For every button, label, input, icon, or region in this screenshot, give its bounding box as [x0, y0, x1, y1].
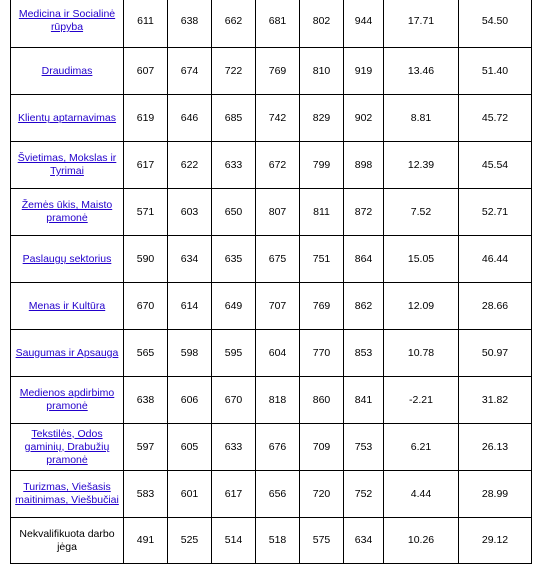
- change-cell: 13.46: [384, 48, 459, 95]
- value-cell: 656: [256, 471, 300, 518]
- value-cell: 514: [212, 518, 256, 564]
- share-cell: 54.50: [459, 0, 532, 48]
- change-cell: -2.21: [384, 377, 459, 424]
- value-cell: 633: [212, 424, 256, 471]
- value-cell: 860: [300, 377, 344, 424]
- table-body: [11, 0, 532, 564]
- sector-link[interactable]: Paslaugų sektorius: [22, 252, 112, 265]
- value-cell: 722: [212, 48, 256, 95]
- change-cell: 15.05: [384, 236, 459, 283]
- value-cell: 872: [344, 189, 384, 236]
- value-cell: 649: [212, 283, 256, 330]
- value-cell: 752: [344, 471, 384, 518]
- value-cell: 597: [124, 424, 168, 471]
- value-cell: 662: [212, 0, 256, 48]
- value-cell: 753: [344, 424, 384, 471]
- value-cell: 638: [168, 0, 212, 48]
- share-cell: 52.71: [459, 189, 532, 236]
- share-cell: 45.72: [459, 95, 532, 142]
- share-cell: 26.13: [459, 424, 532, 471]
- change-cell: 17.71: [384, 0, 459, 48]
- value-cell: 617: [124, 142, 168, 189]
- value-cell: 769: [256, 48, 300, 95]
- value-cell: 571: [124, 189, 168, 236]
- value-cell: 709: [300, 424, 344, 471]
- value-cell: 622: [168, 142, 212, 189]
- share-cell: 28.99: [459, 471, 532, 518]
- sector-label: Nekvalifikuota darbo jėga: [19, 527, 115, 553]
- value-cell: 607: [124, 48, 168, 95]
- sector-link[interactable]: Medicina ir Socialinė rūpyba: [18, 8, 116, 33]
- table-row: [11, 48, 532, 95]
- value-cell: 590: [124, 236, 168, 283]
- sector-name-cell: [11, 518, 124, 564]
- sector-name-cell: [11, 330, 124, 377]
- value-cell: 633: [212, 142, 256, 189]
- salary-table: [10, 0, 532, 564]
- sector-link[interactable]: Saugumas ir Apsauga: [15, 346, 119, 359]
- sector-link[interactable]: Žemės ūkis, Maisto pramonė: [21, 199, 113, 224]
- change-cell: 12.09: [384, 283, 459, 330]
- share-cell: 28.66: [459, 283, 532, 330]
- value-cell: 807: [256, 189, 300, 236]
- sector-name-cell: [11, 0, 124, 48]
- value-cell: 944: [344, 0, 384, 48]
- value-cell: 818: [256, 377, 300, 424]
- value-cell: 525: [168, 518, 212, 564]
- value-cell: 634: [344, 518, 384, 564]
- value-cell: 769: [300, 283, 344, 330]
- value-cell: 601: [168, 471, 212, 518]
- value-cell: 811: [300, 189, 344, 236]
- value-cell: 603: [168, 189, 212, 236]
- value-cell: 862: [344, 283, 384, 330]
- value-cell: 685: [212, 95, 256, 142]
- value-cell: 635: [212, 236, 256, 283]
- value-cell: 898: [344, 142, 384, 189]
- value-cell: 518: [256, 518, 300, 564]
- table-row: [11, 0, 532, 48]
- value-cell: 638: [124, 377, 168, 424]
- share-cell: 50.97: [459, 330, 532, 377]
- value-cell: 674: [168, 48, 212, 95]
- table-row: [11, 236, 532, 283]
- value-cell: 751: [300, 236, 344, 283]
- table-row: [11, 424, 532, 471]
- share-cell: 29.12: [459, 518, 532, 564]
- share-cell: 45.54: [459, 142, 532, 189]
- value-cell: 670: [124, 283, 168, 330]
- change-cell: 8.81: [384, 95, 459, 142]
- sector-link[interactable]: Menas ir Kultūra: [28, 299, 106, 312]
- value-cell: 583: [124, 471, 168, 518]
- value-cell: 672: [256, 142, 300, 189]
- share-cell: 31.82: [459, 377, 532, 424]
- sector-name-cell: [11, 471, 124, 518]
- table-row: [11, 377, 532, 424]
- table-row: [11, 95, 532, 142]
- value-cell: 650: [212, 189, 256, 236]
- value-cell: 634: [168, 236, 212, 283]
- share-cell: 46.44: [459, 236, 532, 283]
- sector-link[interactable]: Švietimas, Mokslas ir Tyrimai: [17, 152, 117, 177]
- sector-name-cell: [11, 236, 124, 283]
- value-cell: 595: [212, 330, 256, 377]
- sector-name-cell: [11, 189, 124, 236]
- table-row: [11, 142, 532, 189]
- value-cell: 605: [168, 424, 212, 471]
- value-cell: 575: [300, 518, 344, 564]
- value-cell: 565: [124, 330, 168, 377]
- value-cell: 670: [212, 377, 256, 424]
- sector-name-cell: [11, 424, 124, 471]
- change-cell: 10.78: [384, 330, 459, 377]
- value-cell: 604: [256, 330, 300, 377]
- value-cell: 841: [344, 377, 384, 424]
- sector-name-cell: [11, 283, 124, 330]
- change-cell: 10.26: [384, 518, 459, 564]
- value-cell: 902: [344, 95, 384, 142]
- table-row: [11, 330, 532, 377]
- change-cell: 7.52: [384, 189, 459, 236]
- value-cell: 614: [168, 283, 212, 330]
- value-cell: 681: [256, 0, 300, 48]
- value-cell: 676: [256, 424, 300, 471]
- value-cell: 802: [300, 0, 344, 48]
- value-cell: 770: [300, 330, 344, 377]
- value-cell: 799: [300, 142, 344, 189]
- sector-name-cell: [11, 377, 124, 424]
- table-row: [11, 189, 532, 236]
- sector-link[interactable]: Medienos apdirbimo pramonė: [19, 387, 115, 412]
- sector-link[interactable]: Tekstilės, Odos gaminių, Drabužių pramonė: [24, 427, 110, 466]
- change-cell: 12.39: [384, 142, 459, 189]
- value-cell: 707: [256, 283, 300, 330]
- sector-link[interactable]: Klientų aptarnavimas: [17, 111, 117, 124]
- value-cell: 853: [344, 330, 384, 377]
- value-cell: 864: [344, 236, 384, 283]
- value-cell: 829: [300, 95, 344, 142]
- sector-link[interactable]: Draudimas: [41, 64, 93, 77]
- value-cell: 646: [168, 95, 212, 142]
- share-cell: 51.40: [459, 48, 532, 95]
- value-cell: 742: [256, 95, 300, 142]
- value-cell: 810: [300, 48, 344, 95]
- sector-name-cell: [11, 95, 124, 142]
- value-cell: 598: [168, 330, 212, 377]
- value-cell: 491: [124, 518, 168, 564]
- table-row: [11, 471, 532, 518]
- value-cell: 720: [300, 471, 344, 518]
- value-cell: 611: [124, 0, 168, 48]
- sector-name-cell: [11, 142, 124, 189]
- sector-link[interactable]: Turizmas, Viešasis maitinimas, Viešbučiai: [15, 481, 119, 506]
- table-row: [11, 283, 532, 330]
- value-cell: 606: [168, 377, 212, 424]
- change-cell: 4.44: [384, 471, 459, 518]
- value-cell: 619: [124, 95, 168, 142]
- value-cell: 617: [212, 471, 256, 518]
- value-cell: 675: [256, 236, 300, 283]
- table-row: [11, 518, 532, 564]
- change-cell: 6.21: [384, 424, 459, 471]
- value-cell: 919: [344, 48, 384, 95]
- sector-name-cell: [11, 48, 124, 95]
